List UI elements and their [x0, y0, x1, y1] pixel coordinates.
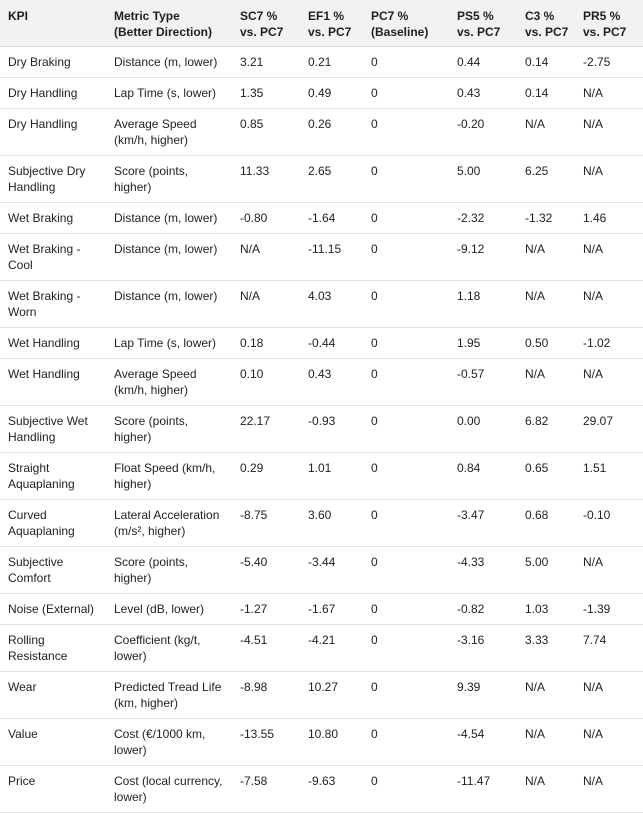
table-row — [0, 547, 643, 594]
table-cell-metric-type: Distance (m, lower) — [106, 203, 232, 234]
table-cell-pc7: 0 — [363, 78, 449, 109]
table-row — [0, 500, 643, 547]
column-header-c3: C3 % vs. PC7 — [517, 0, 575, 47]
table-cell-pr5: -0.10 — [575, 500, 643, 547]
table-cell-ps5: -0.82 — [449, 594, 517, 625]
table-cell-sc7: -4.51 — [232, 625, 300, 672]
table-cell-ef1: -0.44 — [300, 328, 363, 359]
table-cell-kpi: Curved Aquaplaning — [0, 500, 106, 547]
table-cell-sc7: 3.21 — [232, 47, 300, 78]
column-header-ef1: EF1 % vs. PC7 — [300, 0, 363, 47]
table-cell-c3: 0.50 — [517, 328, 575, 359]
table-cell-ef1: 4.03 — [300, 281, 363, 328]
table-cell-c3: N/A — [517, 672, 575, 719]
table-cell-ef1: 0.49 — [300, 78, 363, 109]
table-row — [0, 234, 643, 281]
table-cell-pr5: N/A — [575, 109, 643, 156]
table-cell-ef1: 0.21 — [300, 47, 363, 78]
table-cell-metric-type: Cost (local currency, lower) — [106, 766, 232, 813]
table-row — [0, 594, 643, 625]
column-header-pr5: PR5 % vs. PC7 — [575, 0, 643, 47]
table-cell-ef1: -3.44 — [300, 547, 363, 594]
table-cell-sc7: -7.58 — [232, 766, 300, 813]
table-cell-pc7: 0 — [363, 672, 449, 719]
table-cell-kpi: Wet Handling — [0, 328, 106, 359]
table-cell-metric-type: Average Speed (km/h, higher) — [106, 359, 232, 406]
table-cell-ps5: 1.95 — [449, 328, 517, 359]
table-row — [0, 78, 643, 109]
table-row — [0, 156, 643, 203]
column-header-kpi: KPI — [0, 0, 106, 47]
table-cell-kpi: Dry Braking — [0, 47, 106, 78]
table-cell-ps5: 1.18 — [449, 281, 517, 328]
table-row — [0, 281, 643, 328]
table-cell-metric-type: Lap Time (s, lower) — [106, 328, 232, 359]
table-cell-pc7: 0 — [363, 547, 449, 594]
table-row — [0, 359, 643, 406]
table-cell-sc7: N/A — [232, 281, 300, 328]
table-cell-c3: -1.32 — [517, 203, 575, 234]
table-cell-c3: N/A — [517, 359, 575, 406]
table-cell-metric-type: Coefficient (kg/t, lower) — [106, 625, 232, 672]
table-cell-ps5: 0.44 — [449, 47, 517, 78]
table-row — [0, 453, 643, 500]
table-row — [0, 203, 643, 234]
table-cell-ps5: -9.12 — [449, 234, 517, 281]
header-row — [0, 0, 643, 47]
table-cell-ps5: -0.57 — [449, 359, 517, 406]
table-cell-pr5: N/A — [575, 547, 643, 594]
table-cell-ps5: -3.16 — [449, 625, 517, 672]
table-cell-c3: 3.33 — [517, 625, 575, 672]
table-cell-pr5: 1.51 — [575, 453, 643, 500]
table-row — [0, 625, 643, 672]
table-cell-pr5: N/A — [575, 766, 643, 813]
table-cell-kpi: Wet Braking - Worn — [0, 281, 106, 328]
table-cell-pc7: 0 — [363, 203, 449, 234]
table-cell-pr5: -1.02 — [575, 328, 643, 359]
table-cell-pr5: 29.07 — [575, 406, 643, 453]
table-cell-c3: 0.14 — [517, 78, 575, 109]
table-cell-ps5: -0.20 — [449, 109, 517, 156]
table-cell-sc7: 0.85 — [232, 109, 300, 156]
table-cell-sc7: -1.27 — [232, 594, 300, 625]
table-cell-kpi: Subjective Dry Handling — [0, 156, 106, 203]
column-header-metric-type: Metric Type (Better Direction) — [106, 0, 232, 47]
table-cell-c3: 1.03 — [517, 594, 575, 625]
table-cell-pc7: 0 — [363, 594, 449, 625]
table-cell-pc7: 0 — [363, 156, 449, 203]
table-cell-metric-type: Level (dB, lower) — [106, 594, 232, 625]
table-cell-metric-type: Average Speed (km/h, higher) — [106, 109, 232, 156]
table-cell-kpi: Straight Aquaplaning — [0, 453, 106, 500]
table-cell-kpi: Price — [0, 766, 106, 813]
table-body — [0, 47, 643, 813]
table-cell-pr5: N/A — [575, 78, 643, 109]
table-cell-sc7: N/A — [232, 234, 300, 281]
table-cell-ef1: -9.63 — [300, 766, 363, 813]
table-cell-pr5: -2.75 — [575, 47, 643, 78]
table-cell-ef1: -11.15 — [300, 234, 363, 281]
table-cell-pc7: 0 — [363, 359, 449, 406]
table-cell-pc7: 0 — [363, 281, 449, 328]
table-cell-c3: N/A — [517, 234, 575, 281]
table-cell-c3: 0.65 — [517, 453, 575, 500]
table-cell-sc7: 0.18 — [232, 328, 300, 359]
table-cell-pc7: 0 — [363, 453, 449, 500]
table-cell-ps5: -2.32 — [449, 203, 517, 234]
table-cell-kpi: Dry Handling — [0, 109, 106, 156]
column-header-ps5: PS5 % vs. PC7 — [449, 0, 517, 47]
table-row — [0, 406, 643, 453]
table-cell-c3: 5.00 — [517, 547, 575, 594]
table-cell-kpi: Rolling Resistance — [0, 625, 106, 672]
table-row — [0, 109, 643, 156]
table-cell-ef1: 0.43 — [300, 359, 363, 406]
table-header — [0, 0, 643, 47]
table-cell-ps5: 9.39 — [449, 672, 517, 719]
table-cell-pr5: N/A — [575, 281, 643, 328]
table-cell-kpi: Subjective Comfort — [0, 547, 106, 594]
table-cell-kpi: Wet Braking — [0, 203, 106, 234]
table-cell-sc7: -8.98 — [232, 672, 300, 719]
table-cell-ef1: 0.26 — [300, 109, 363, 156]
table-row — [0, 47, 643, 78]
table-cell-sc7: -13.55 — [232, 719, 300, 766]
table-cell-sc7: 11.33 — [232, 156, 300, 203]
table-cell-sc7: 0.10 — [232, 359, 300, 406]
table-cell-pc7: 0 — [363, 234, 449, 281]
table-cell-pr5: N/A — [575, 234, 643, 281]
table-cell-kpi: Wear — [0, 672, 106, 719]
table-cell-ef1: 10.80 — [300, 719, 363, 766]
table-cell-sc7: -5.40 — [232, 547, 300, 594]
table-cell-sc7: 0.29 — [232, 453, 300, 500]
table-cell-pc7: 0 — [363, 719, 449, 766]
table-cell-pr5: 1.46 — [575, 203, 643, 234]
table-cell-metric-type: Float Speed (km/h, higher) — [106, 453, 232, 500]
table-cell-ef1: -4.21 — [300, 625, 363, 672]
table-cell-kpi: Dry Handling — [0, 78, 106, 109]
table-cell-c3: 6.82 — [517, 406, 575, 453]
table-cell-kpi: Wet Braking - Cool — [0, 234, 106, 281]
table-cell-metric-type: Distance (m, lower) — [106, 281, 232, 328]
table-row — [0, 719, 643, 766]
table-cell-sc7: -8.75 — [232, 500, 300, 547]
table-cell-ef1: 10.27 — [300, 672, 363, 719]
table-cell-pr5: N/A — [575, 156, 643, 203]
table-cell-sc7: 22.17 — [232, 406, 300, 453]
table-cell-ef1: 3.60 — [300, 500, 363, 547]
table-cell-pr5: -1.39 — [575, 594, 643, 625]
table-cell-ps5: 0.43 — [449, 78, 517, 109]
column-header-pc7: PC7 % (Baseline) — [363, 0, 449, 47]
table-cell-pr5: N/A — [575, 359, 643, 406]
table-cell-metric-type: Cost (€/1000 km, lower) — [106, 719, 232, 766]
table-cell-metric-type: Lateral Acceleration (m/s², higher) — [106, 500, 232, 547]
table-cell-ps5: -11.47 — [449, 766, 517, 813]
table-cell-kpi: Wet Handling — [0, 359, 106, 406]
table-cell-pr5: 7.74 — [575, 625, 643, 672]
table-cell-ps5: 5.00 — [449, 156, 517, 203]
table-cell-ef1: 1.01 — [300, 453, 363, 500]
table-cell-c3: N/A — [517, 281, 575, 328]
table-cell-metric-type: Score (points, higher) — [106, 406, 232, 453]
table-cell-pr5: N/A — [575, 672, 643, 719]
table-cell-ef1: -1.64 — [300, 203, 363, 234]
table-cell-pc7: 0 — [363, 109, 449, 156]
table-cell-ps5: 0.00 — [449, 406, 517, 453]
table-cell-ps5: -3.47 — [449, 500, 517, 547]
table-cell-sc7: 1.35 — [232, 78, 300, 109]
table-cell-sc7: -0.80 — [232, 203, 300, 234]
table-cell-metric-type: Distance (m, lower) — [106, 234, 232, 281]
table-row — [0, 672, 643, 719]
table-cell-metric-type: Distance (m, lower) — [106, 47, 232, 78]
table-cell-metric-type: Score (points, higher) — [106, 156, 232, 203]
table-cell-kpi: Subjective Wet Handling — [0, 406, 106, 453]
table-cell-pc7: 0 — [363, 406, 449, 453]
table-cell-pc7: 0 — [363, 766, 449, 813]
table-cell-pc7: 0 — [363, 328, 449, 359]
table-cell-metric-type: Score (points, higher) — [106, 547, 232, 594]
table-cell-kpi: Noise (External) — [0, 594, 106, 625]
table-cell-ef1: 2.65 — [300, 156, 363, 203]
table-cell-c3: 0.68 — [517, 500, 575, 547]
table-cell-ef1: -1.67 — [300, 594, 363, 625]
table-cell-c3: 6.25 — [517, 156, 575, 203]
table-cell-pr5: N/A — [575, 719, 643, 766]
table-row — [0, 766, 643, 813]
table-cell-c3: N/A — [517, 766, 575, 813]
table-cell-ps5: -4.54 — [449, 719, 517, 766]
table-cell-c3: N/A — [517, 719, 575, 766]
table-cell-pc7: 0 — [363, 47, 449, 78]
table-cell-metric-type: Lap Time (s, lower) — [106, 78, 232, 109]
table-cell-pc7: 0 — [363, 500, 449, 547]
table-cell-metric-type: Predicted Tread Life (km, higher) — [106, 672, 232, 719]
table-cell-ps5: 0.84 — [449, 453, 517, 500]
table-cell-c3: 0.14 — [517, 47, 575, 78]
table-cell-ps5: -4.33 — [449, 547, 517, 594]
table-cell-kpi: Value — [0, 719, 106, 766]
table-cell-pc7: 0 — [363, 625, 449, 672]
column-header-sc7: SC7 % vs. PC7 — [232, 0, 300, 47]
table-cell-c3: N/A — [517, 109, 575, 156]
table-row — [0, 328, 643, 359]
table-cell-ef1: -0.93 — [300, 406, 363, 453]
